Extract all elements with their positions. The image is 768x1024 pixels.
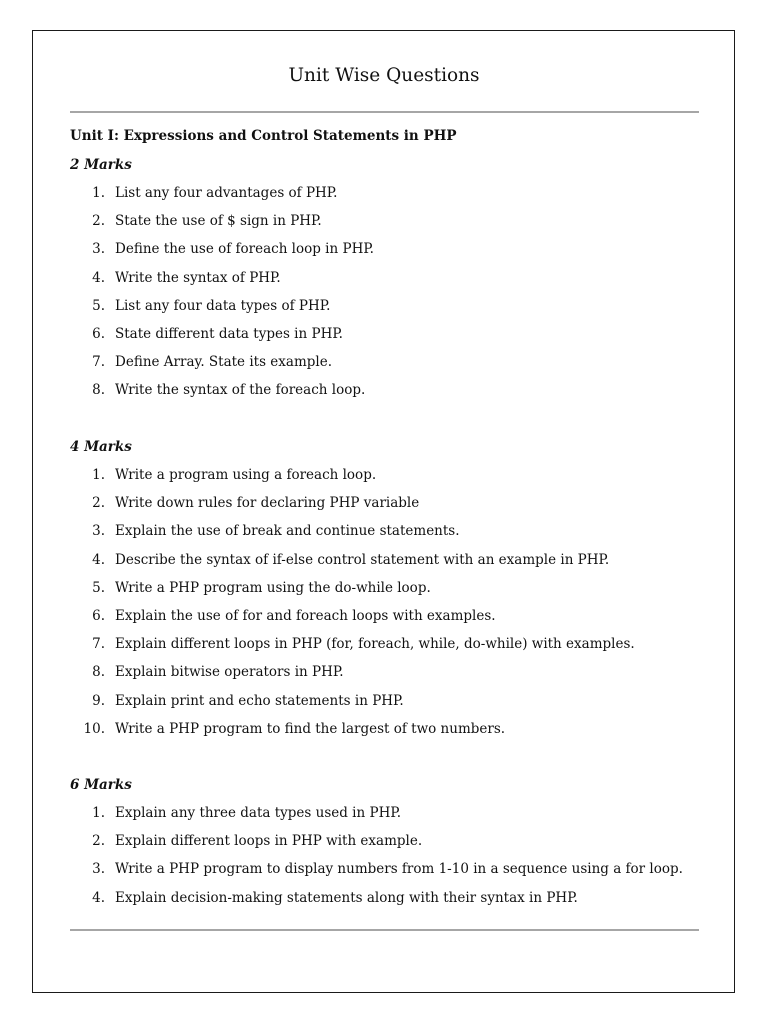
question-number: 1.: [92, 185, 105, 201]
question-text: Write the syntax of PHP.: [115, 269, 281, 286]
question-text: List any four advantages of PHP.: [115, 185, 338, 201]
question-text: Explain the use of for and foreach loops with examples.: [115, 607, 496, 624]
question-number: 4.: [92, 269, 105, 286]
section-heading-6-marks: 6 Marks: [70, 777, 132, 793]
top-divider: [70, 111, 699, 113]
question-text: State different data types in PHP.: [115, 325, 343, 342]
question-text: Write the syntax of the foreach loop.: [115, 382, 366, 399]
question-text: Write a program using a foreach loop.: [115, 467, 377, 483]
question-number: 3.: [92, 523, 105, 540]
question-number: 2.: [92, 495, 105, 512]
question-text: Write a PHP program to find the largest of two numbers.: [115, 720, 506, 737]
question-number: 6.: [92, 325, 105, 342]
question-text: Explain bitwise operators in PHP.: [115, 664, 344, 681]
question-number: 5.: [92, 297, 105, 314]
question-text: Write a PHP program to display numbers from 1-10 in a sequence using a for loop.: [115, 861, 683, 878]
question-number: 4.: [92, 551, 105, 568]
question-number: 9.: [92, 692, 105, 709]
bottom-divider: [70, 929, 699, 931]
question-text: State the use of $ sign in PHP.: [115, 213, 322, 230]
question-text: List any four data types of PHP.: [115, 297, 331, 314]
question-number: 7.: [92, 354, 105, 371]
question-text: Write down rules for declaring PHP variable: [115, 495, 420, 512]
question-number: 10.: [83, 720, 105, 737]
document-title: Unit Wise Questions: [288, 65, 480, 86]
question-number: 2.: [92, 213, 105, 230]
section-heading-2-marks: 2 Marks: [70, 157, 132, 173]
question-number: 6.: [92, 607, 105, 624]
question-number: 3.: [92, 241, 105, 258]
question-text: Explain any three data types used in PHP.: [115, 805, 401, 821]
question-number: 1.: [92, 467, 105, 483]
question-number: 4.: [92, 889, 105, 906]
question-text: Explain different loops in PHP (for, foreach, while, do-while) with examples.: [115, 636, 635, 653]
question-text: Explain the use of break and continue statements.: [115, 523, 460, 540]
question-number: 8.: [92, 664, 105, 681]
question-text: Describe the syntax of if-else control statement with an example in PHP.: [115, 551, 610, 568]
question-number: 2.: [92, 833, 105, 850]
question-text: Write a PHP program using the do-while loop.: [115, 579, 431, 596]
question-text: Explain print and echo statements in PHP.: [115, 692, 404, 709]
question-number: 8.: [92, 382, 105, 399]
question-text: Explain different loops in PHP with example.: [115, 833, 423, 850]
question-number: 3.: [92, 861, 105, 878]
unit-heading: Unit I: Expressions and Control Statements in PHP: [70, 128, 457, 144]
question-number: 7.: [92, 636, 105, 653]
section-heading-4-marks: 4 Marks: [70, 439, 132, 455]
question-text: Define Array. State its example.: [115, 354, 332, 371]
question-text: Define the use of foreach loop in PHP.: [115, 241, 374, 258]
question-number: 5.: [92, 579, 105, 596]
question-number: 1.: [92, 805, 105, 821]
question-text: Explain decision-making statements along with their syntax in PHP.: [115, 889, 578, 906]
